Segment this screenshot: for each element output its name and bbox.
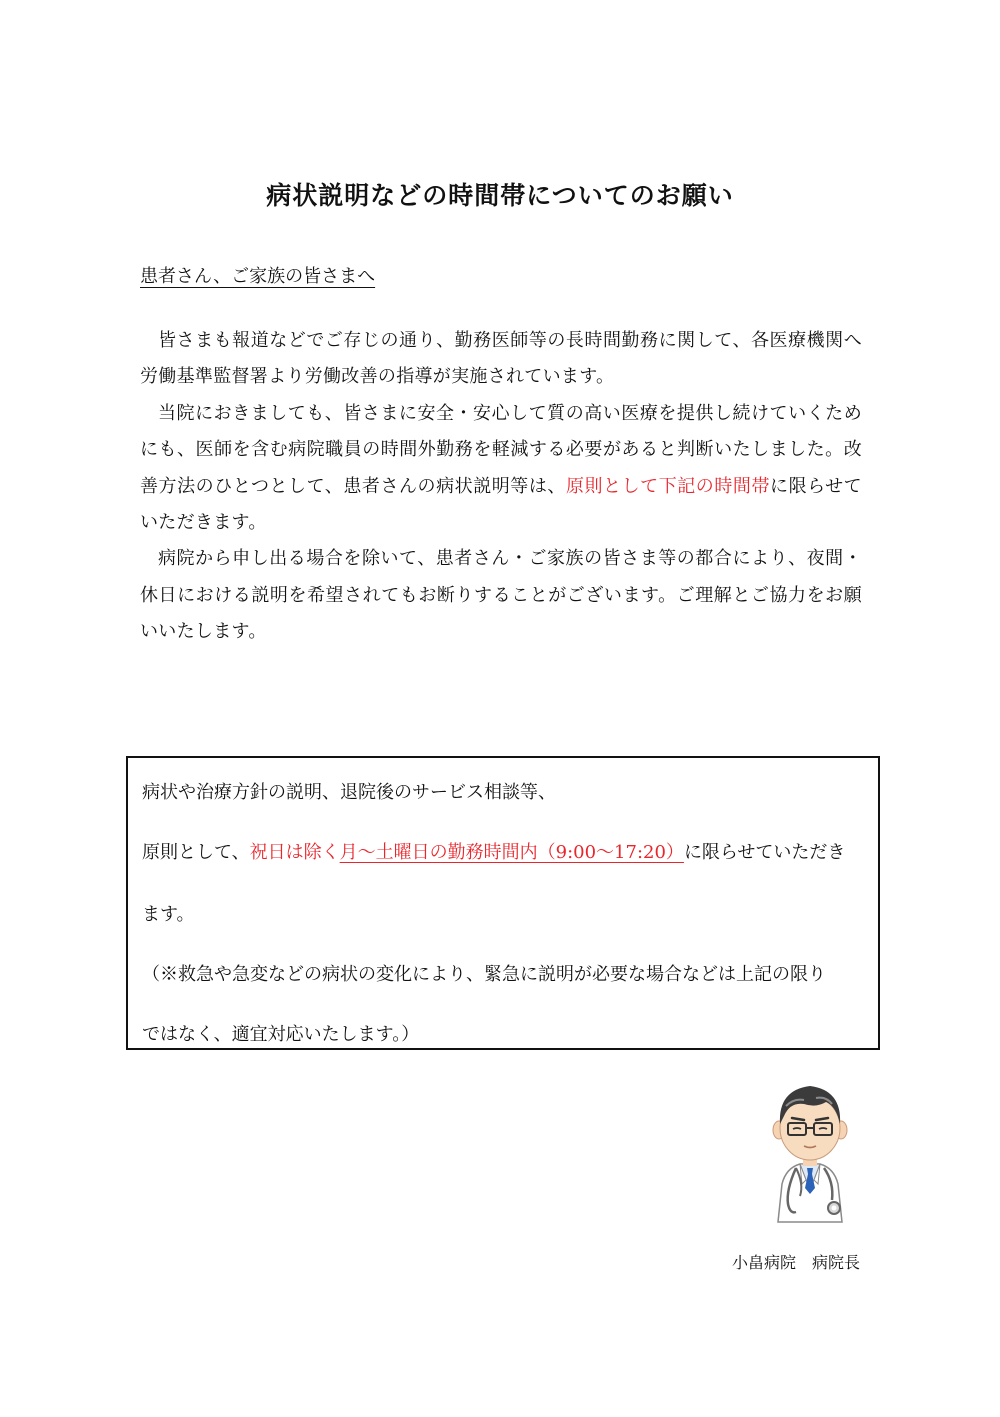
notice-box	[126, 756, 880, 1050]
notice-hours: 月～土曜日の勤務時間内（9:00～17:20）	[339, 842, 684, 863]
notice-line-3: ます。	[142, 904, 195, 925]
notice-line-1: 病状や治療方針の説明、退院後のサービス相談等、	[142, 782, 556, 803]
doctor-illustration	[760, 1072, 860, 1226]
doctor-icon	[760, 1072, 860, 1226]
notice-holiday-exception: 祝日は除く	[249, 842, 340, 863]
body-text	[140, 323, 862, 651]
notice-line-5: ではなく、適宜対応いたします。）	[142, 1024, 420, 1045]
salutation: 患者さん、ご家族の皆さまへ	[140, 266, 376, 287]
paragraph-3: 病院から申し出る場合を除いて、患者さん・ご家族の皆さま等の都合により、夜間・休日における説明を希望されてもお断りすることがございます。ご理解とご協力をお願いいたします。	[140, 548, 862, 643]
notice-line-2-prefix: 原則として、	[142, 842, 250, 863]
paragraph-2-text-b: に限らせていただきます。	[140, 475, 862, 534]
paragraph-1: 皆さまも報道などでご存じの通り、勤務医師等の長時間勤務に関して、各医療機関へ労働基準監督署より労働改善の指導が実施されています。	[140, 330, 862, 388]
paragraph-2-text-a: 当院におきましても、皆さまに安全・安心して質の高い医療を提供し続けていくためにも、医師を含む病院職員の時間外勤務を軽減する必要があると判断いたしました。改善方法のひとつとして、患者さんの病状説明等は、	[140, 402, 862, 497]
signature: 小畠病院 病院長	[731, 1253, 860, 1272]
paragraph-2	[140, 396, 862, 542]
notice-line-4: （※救急や急変などの病状の変化により、緊急に説明が必要な場合などは上記の限り	[142, 964, 826, 985]
paragraph-2-highlight: 原則として下記の時間帯	[565, 475, 771, 497]
notice-line-2-suffix: に限らせていただき	[683, 842, 846, 863]
page-title: 病状説明などの時間帯についてのお願い	[266, 181, 734, 210]
notice-line-2	[142, 838, 868, 864]
